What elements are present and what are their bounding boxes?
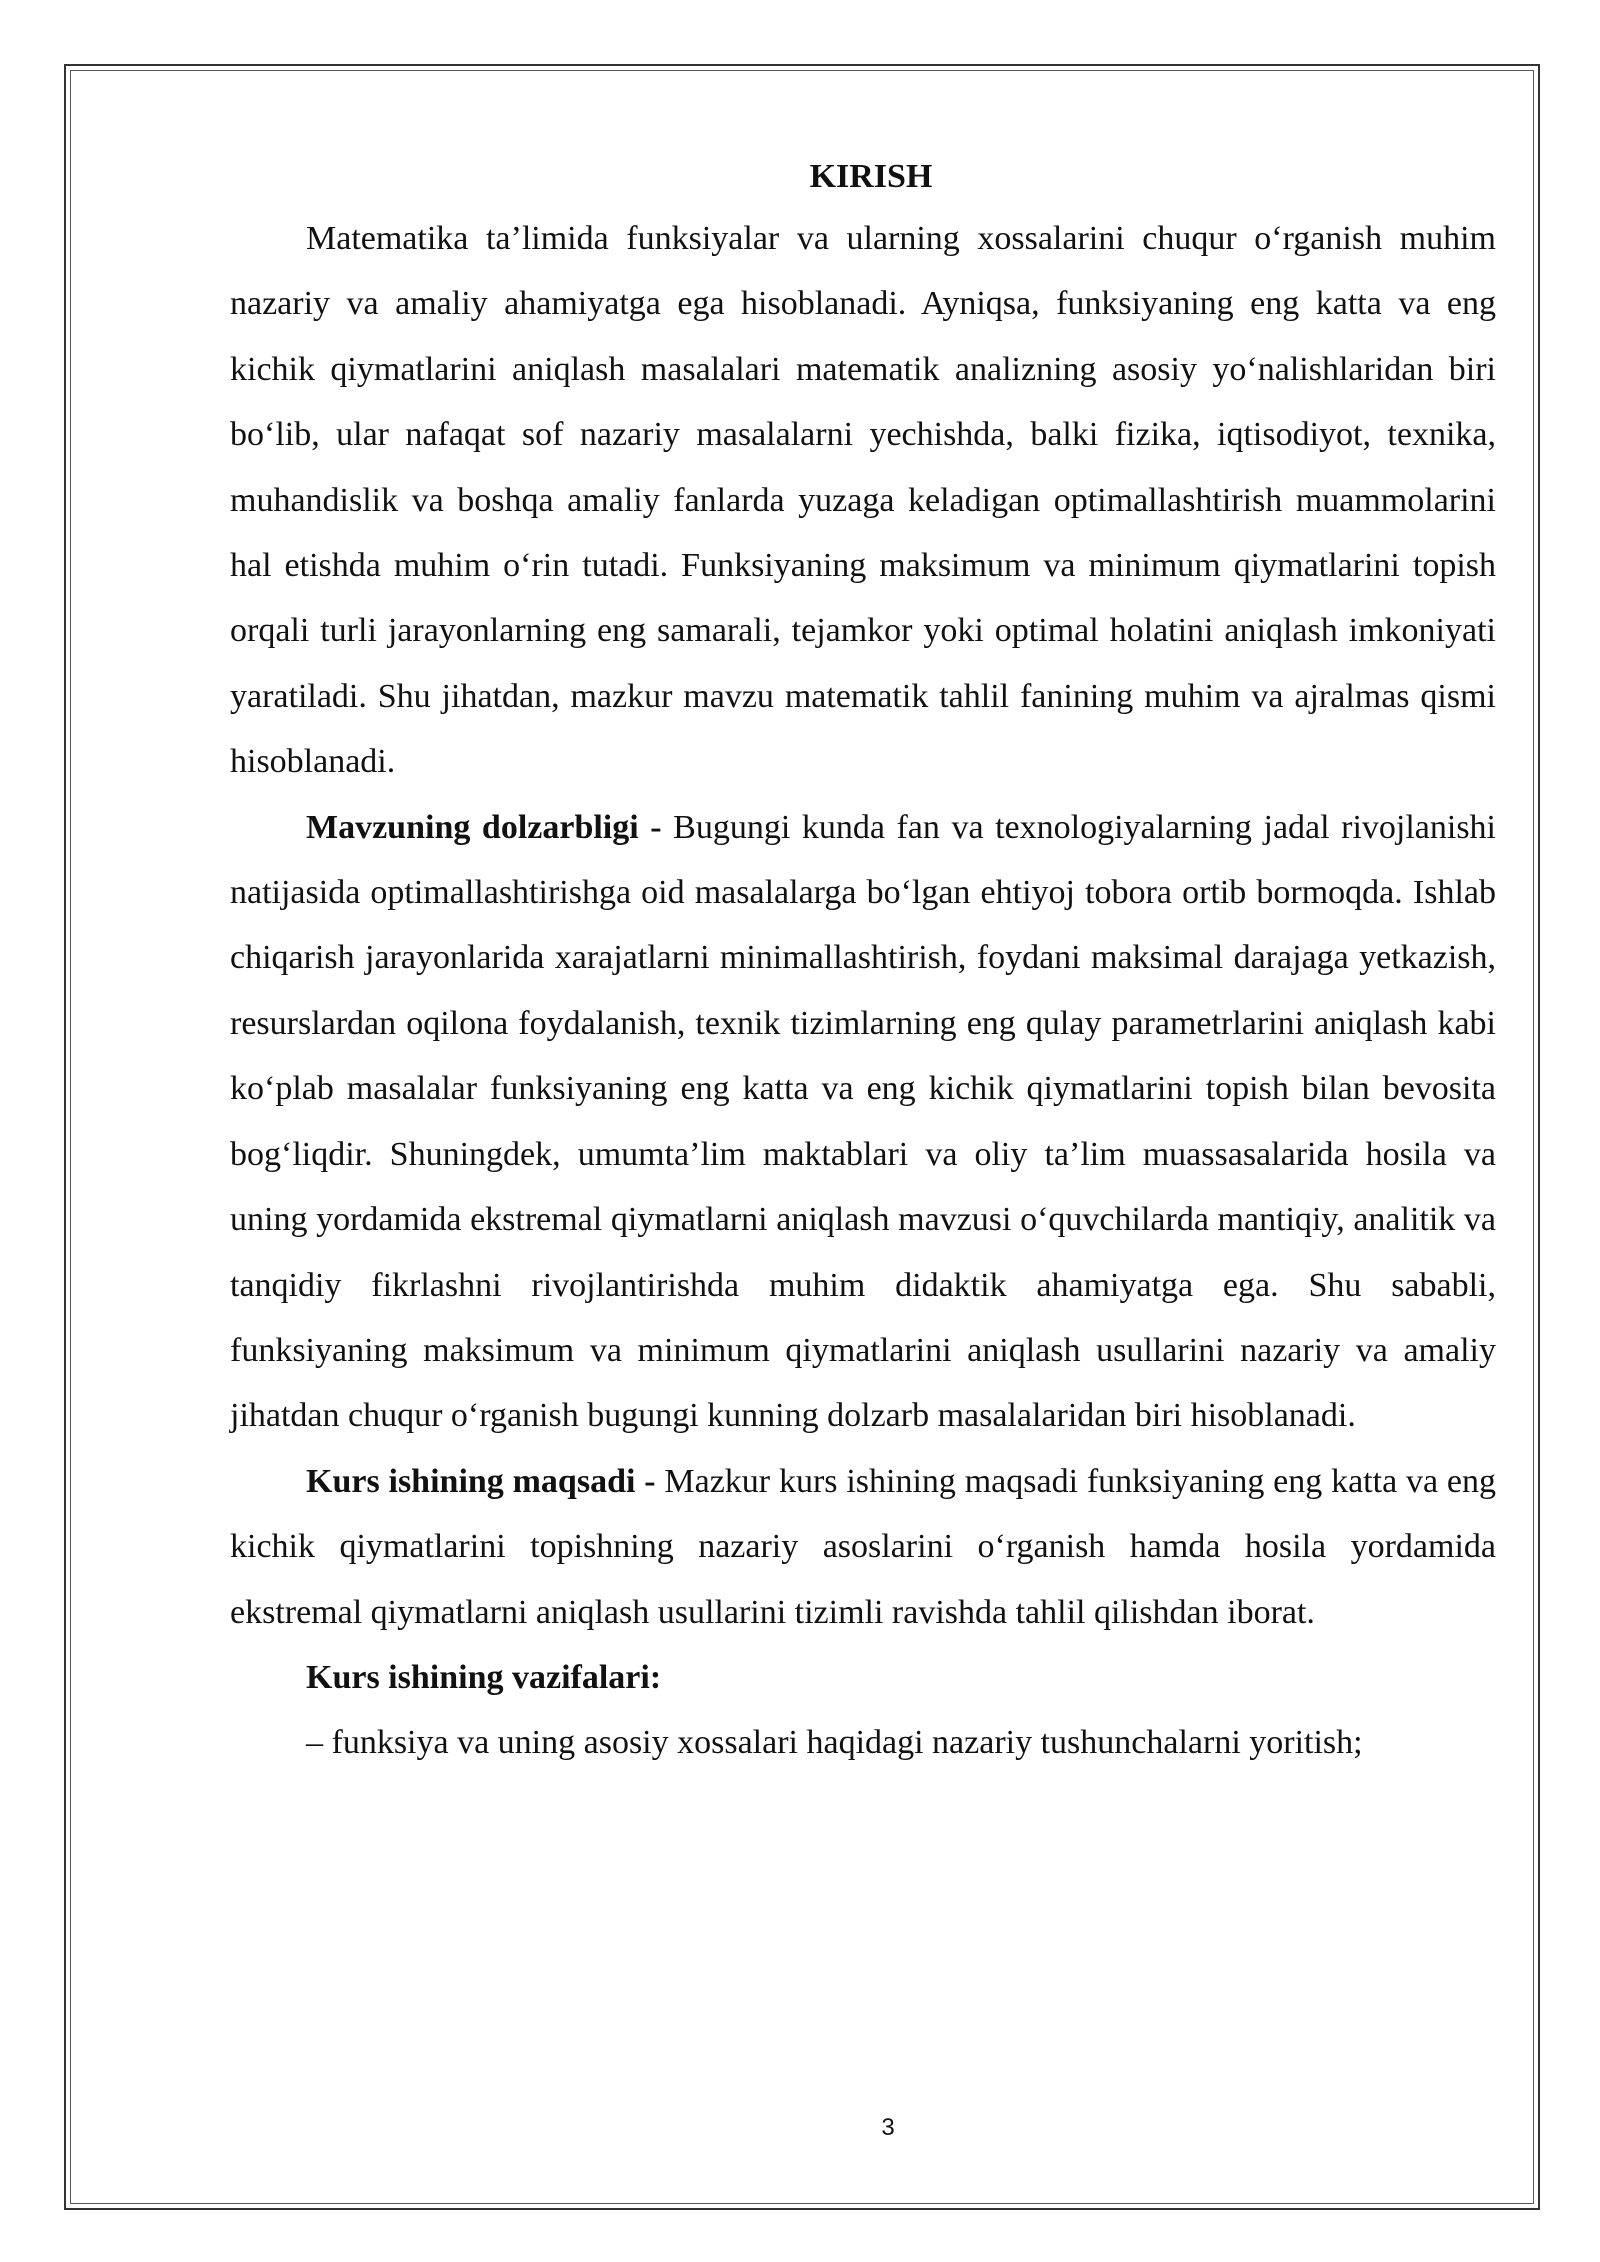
relevance-paragraph [230, 795, 1496, 1449]
goal-text: Mazkur kurs ishining maqsadi funksiyaning eng katta va eng kichik qiymatlarini topishning nazariy asoslarini o‘rganish hamda hosila yordamida ekstremal qiymatlarni aniqlash usullarini tizimli ravishda tahlil qilishdan iborat. [230, 1462, 1496, 1631]
intro-paragraph-text: Matematika ta’limida funksiyalar va ularning xossalarini chuqur o‘rganish muhim nazariy va amaliy ahamiyatga ega hisoblanadi. Ayniqsa, funksiyaning eng katta va eng kichik qiymatlarini aniqlash masalalari matematik analizning asosiy yo‘nalishlaridan biri bo‘lib, ular nafaqat sof nazariy masalalarni yechishda, balki fizika, iqtisodiyot, texnika, muhandislik va boshqa amaliy fanlarda yuzaga keladigan optimallashtirish muammolarini hal etishda muhim o‘rin tutadi. Funksiyaning maksimum va minimum qiymatlarini topish orqali turli jarayonlarning eng samarali, tejamkor yoki optimal holatini aniqlash imkoniyati yaratiladi. Shu jihatdan, mazkur mavzu matematik tahlil fanining muhim va ajralmas qismi hisoblanadi. [230, 220, 1496, 781]
document-body [230, 148, 1496, 1776]
goal-paragraph [230, 1449, 1496, 1645]
tasks-heading: Kurs ishining vazifalari: [306, 1658, 662, 1696]
page-heading: KIRISH [809, 158, 933, 195]
page-number: 3 [881, 2114, 895, 2141]
task-item: – funksiya va uning asosiy xossalari haqidagi nazariy tushunchalarni yoritish; [306, 1724, 1363, 1762]
goal-lead: Kurs ishining maqsadi - [306, 1462, 656, 1500]
intro-paragraph [230, 206, 1496, 795]
relevance-text: Bugungi kunda fan va texnologiyalarning jadal rivojlanishi natijasida optimallashtirishga oid masalalarga bo‘lgan ehtiyoj tobora ortib bormoqda. Ishlab chiqarish jarayonlarida xarajatlarni minimallashtirish, foydani maksimal darajaga yetkazish, resurslardan oqilona foydalanish, texnik tizimlarning eng qulay parametrlarini aniqlash kabi ko‘plab masalalar funksiyaning eng katta va eng kichik qiymatlarini topish bilan bevosita bog‘liqdir. Shuningdek, umumta’lim maktablari va oliy ta’lim muassasalarida hosila va uning yordamida ekstremal qiymatlarni aniqlash mavzusi o‘quvchilarda mantiqiy, analitik va tanqidiy fikrlashni rivojlantirishda muhim didaktik ahamiyatga ega. Shu sababli, funksiyaning maksimum va minimum qiymatlarini aniqlash usullarini nazariy va amaliy jihatdan chuqur o‘rganish bugungi kunning dolzarb masalalaridan biri hisoblanadi. [230, 808, 1497, 1435]
relevance-lead: Mavzuning dolzarbligi - [306, 808, 662, 846]
